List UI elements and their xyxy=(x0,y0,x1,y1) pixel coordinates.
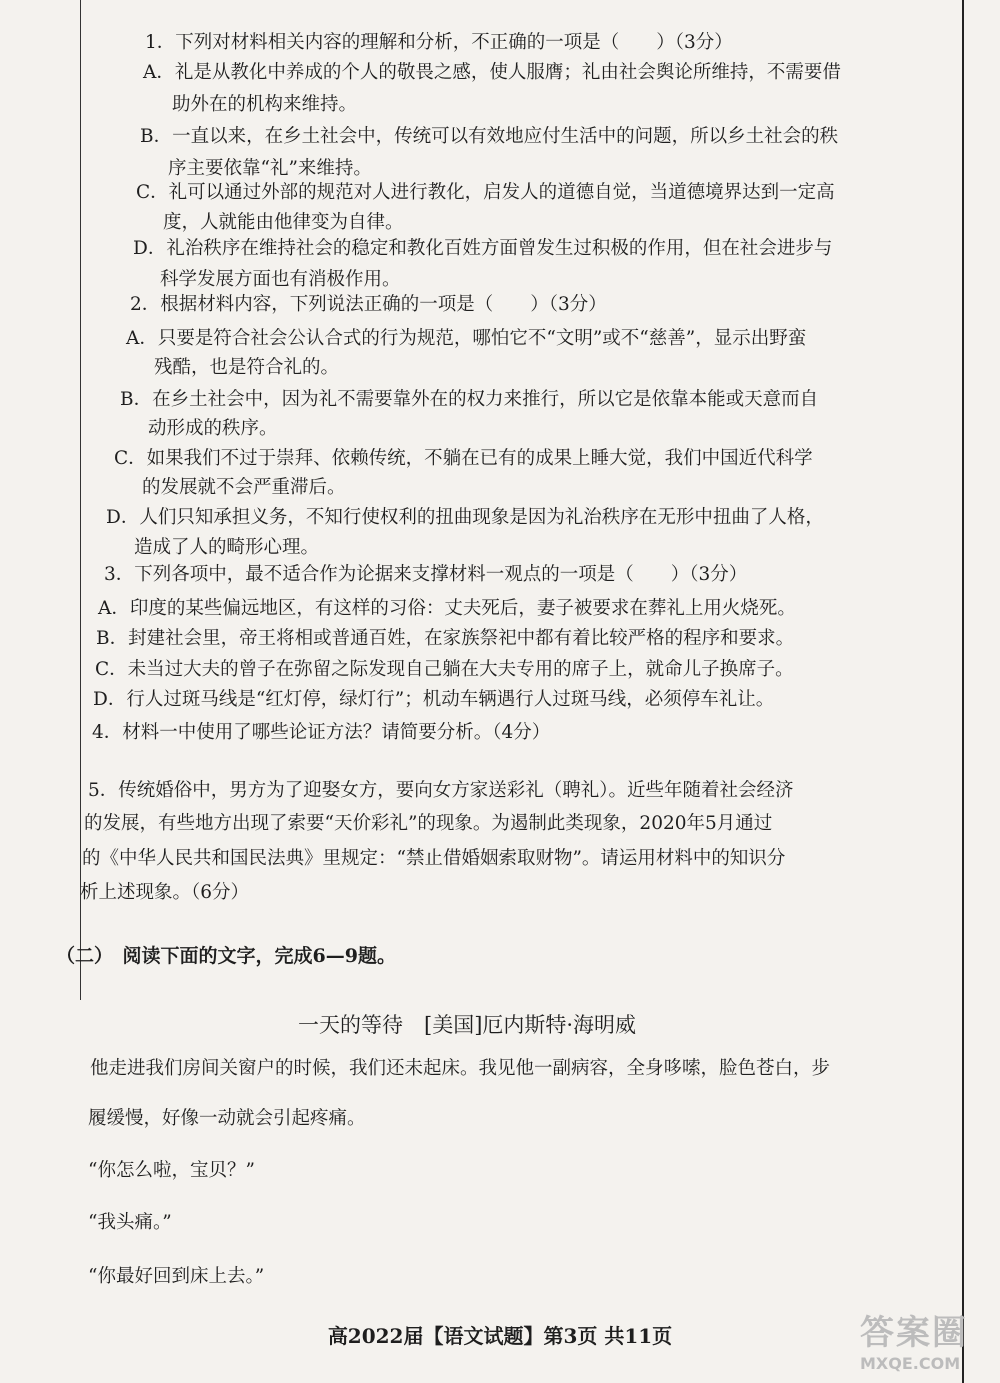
q2-option-c: C．如果我们不过于崇拜、依赖传统，不躺在已有的成果上睡大觉，我们中国近代科学 xyxy=(114,448,813,469)
q5-line-1: 5．传统婚俗中，男方为了迎娶女方，要向女方家送彩礼（聘礼）。近些年随着社会经济 xyxy=(88,780,794,801)
q1-option-b: B．一直以来，在乡土社会中，传统可以有效地应付生活中的问题，所以乡土社会的秩 xyxy=(140,126,839,147)
story-paragraph-1-cont: 履缓慢，好像一动就会引起疼痛。 xyxy=(88,1108,366,1129)
q4-stem: 4．材料一中使用了哪些论证方法？请简要分析。（4分） xyxy=(92,722,551,743)
q1-stem: 1．下列对材料相关内容的理解和分析，不正确的一项是（ ）（3分） xyxy=(145,32,733,53)
q2-option-d-cont: 造成了人的畸形心理。 xyxy=(134,537,320,558)
q2-option-b-cont: 动形成的秩序。 xyxy=(148,418,278,439)
page-footer: 高2022届【语文试题】第3页 共11页 xyxy=(327,1324,673,1348)
q5-line-3: 的《中华人民共和国民法典》里规定：“禁止借婚姻索取财物”。请运用材料中的知识分 xyxy=(82,848,786,869)
watermark-bottom-text: MXQE.COM xyxy=(860,1354,961,1373)
q5-line-4: 析上述现象。（6分） xyxy=(80,882,250,903)
story-paragraph-1: 他走进我们房间关窗户的时候，我们还未起床。我见他一副病容，全身哆嗦，脸色苍白，步 xyxy=(90,1058,831,1079)
q2-option-a-cont: 残酷，也是符合礼的。 xyxy=(154,357,340,378)
q1-option-d: D．礼治秩序在维持社会的稳定和教化百姓方面曾发生过积极的作用，但在社会进步与 xyxy=(133,238,833,259)
story-title: 一天的等待 [美国]厄内斯特·海明威 xyxy=(298,1013,637,1037)
q2-option-a: A．只要是符合社会公认合式的行为规范，哪怕它不“文明”或不“慈善”，显示出野蛮 xyxy=(126,328,807,349)
watermark-logo xyxy=(860,1305,970,1375)
dialogue-line-3: “你最好回到床上去。” xyxy=(88,1266,265,1287)
binding-margin-line xyxy=(80,0,81,1000)
q2-option-b: B．在乡土社会中，因为礼不需要靠外在的权力来推行，所以它是依靠本能或天意而自 xyxy=(120,389,819,410)
q2-stem: 2．根据材料内容，下列说法正确的一项是（ ）（3分） xyxy=(130,294,607,315)
q3-option-a: A．印度的某些偏远地区，有这样的习俗：丈夫死后，妻子被要求在葬礼上用火烧死。 xyxy=(98,598,796,619)
q1-option-b-cont: 序主要依靠“礼”来维持。 xyxy=(168,158,372,179)
q3-option-c: C．未当过大夫的曾子在弥留之际发现自己躺在大夫专用的席子上，就命儿子换席子。 xyxy=(95,659,794,680)
q2-option-c-cont: 的发展就不会严重滞后。 xyxy=(142,477,346,498)
q1-option-a: A．礼是从教化中养成的个人的敬畏之感，使人服膺；礼由社会舆论所维持，不需要借 xyxy=(143,62,841,83)
q1-option-a-cont: 助外在的机构来维持。 xyxy=(172,94,358,115)
q3-stem: 3．下列各项中，最不适合作为论据来支撑材料一观点的一项是（ ）（3分） xyxy=(104,564,748,585)
dialogue-line-2: “我头痛。” xyxy=(88,1212,172,1233)
section-heading: （二） 阅读下面的文字，完成6—9题。 xyxy=(56,945,396,967)
q2-option-d: D．人们只知承担义务，不知行使权利的扭曲现象是因为礼治秩序在无形中扭曲了人格， xyxy=(106,507,824,528)
q5-line-2: 的发展，有些地方出现了索要“天价彩礼”的现象。为遏制此类现象，2020年5月通过 xyxy=(84,813,773,834)
q1-option-d-cont: 科学发展方面也有消极作用。 xyxy=(160,269,401,290)
q3-option-b: B．封建社会里，帝王将相或普通百姓，在家族祭祀中都有着比较严格的程序和要求。 xyxy=(96,628,795,649)
page-edge-line xyxy=(962,0,964,1383)
watermark-top-text: 答案圈 xyxy=(860,1313,968,1353)
q3-option-d: D．行人过斑马线是“红灯停，绿灯行”；机动车辆遇行人过斑马线，必须停车礼让。 xyxy=(93,689,775,710)
q1-option-c: C．礼可以通过外部的规范对人进行教化，启发人的道德自觉，当道德境界达到一定高 xyxy=(136,182,835,203)
dialogue-line-1: “你怎么啦，宝贝？” xyxy=(88,1160,255,1181)
q1-option-c-cont: 度，人就能由他律变为自律。 xyxy=(163,212,404,233)
